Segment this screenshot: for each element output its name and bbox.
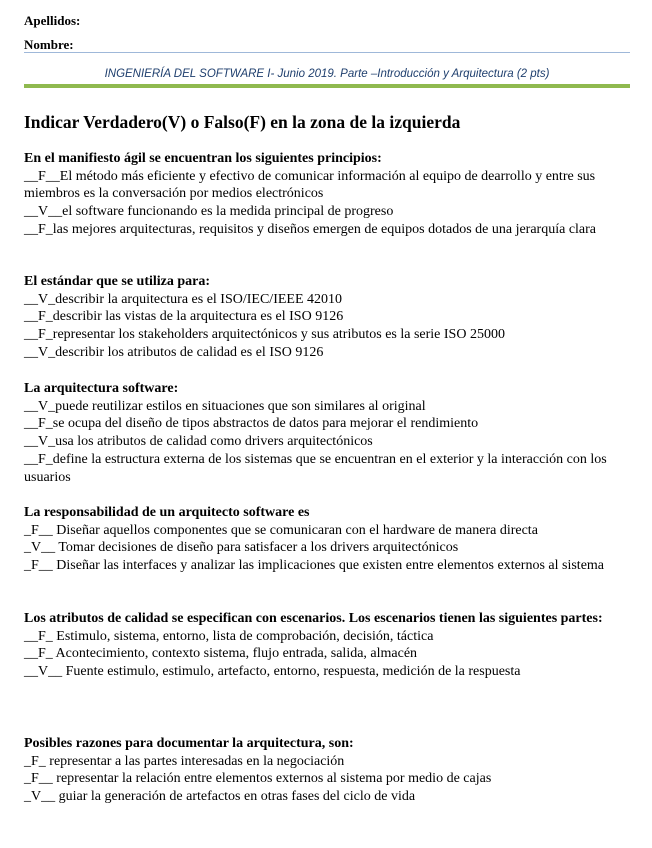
section-title: En el manifiesto ágil se encuentran los siguientes principios: bbox=[24, 151, 382, 166]
list-item: __F_ Acontecimiento, contexto sistema, flujo entrada, salida, almacén bbox=[24, 646, 418, 662]
section-software-architecture bbox=[24, 380, 630, 486]
section-agile-manifesto bbox=[24, 150, 630, 239]
list-item: _V__ Tomar decisiones de diseño para satisfacer a los drivers arquitectónicos bbox=[24, 540, 459, 556]
list-item: _F__ representar la relación entre elementos externos al sistema por medio de cajas bbox=[24, 771, 492, 787]
nombre-label: Nombre: bbox=[24, 37, 74, 52]
section-title: La arquitectura software: bbox=[24, 381, 179, 396]
list-item: __V_describir la arquitectura es el ISO/IEC/IEEE 42010 bbox=[24, 291, 343, 307]
header-divider bbox=[24, 52, 630, 53]
list-item: _F_ representar a las partes interesadas en la negociación bbox=[24, 753, 345, 769]
list-item: __V_puede reutilizar estilos en situaciones que son similares al original bbox=[24, 398, 426, 414]
apellidos-label: Apellidos: bbox=[24, 13, 81, 28]
list-item: __F_describir las vistas de la arquitectura es el ISO 9126 bbox=[24, 309, 344, 325]
list-item: _V__ guiar la generación de artefactos en otras fases del ciclo de vida bbox=[24, 789, 416, 805]
list-item: __V__ Fuente estimulo, estimulo, artefacto, entorno, respuesta, medición de la respuesta bbox=[24, 664, 521, 680]
section-title: La responsabilidad de un arquitecto software es bbox=[24, 505, 310, 520]
section-documentation-reasons bbox=[24, 735, 630, 806]
exam-title: INGENIERÍA DEL SOFTWARE I- Junio 2019. Parte –Introducción y Arquitectura (2 pts) bbox=[104, 68, 550, 80]
list-item: __F_ Estimulo, sistema, entorno, lista de comprobación, decisión, táctica bbox=[24, 628, 434, 644]
section-title: Los atributos de calidad se especifican con escenarios. Los escenarios tienen las siguientes partes: bbox=[24, 611, 603, 626]
page-title: Indicar Verdadero(V) o Falso(F) en la zona de la izquierda bbox=[24, 112, 461, 132]
section-title: Posibles razones para documentar la arquitectura, son: bbox=[24, 736, 354, 751]
list-item: __V_usa los atributos de calidad como drivers arquitectónicos bbox=[24, 434, 373, 450]
list-item: __F_representar los stakeholders arquitectónicos y sus atributos es la serie ISO 25000 bbox=[24, 327, 505, 343]
list-item: __F__El método más eficiente y efectivo de comunicar información al equipo de dearrollo y entre sus miembros es la conversación por medios electrónicos bbox=[24, 168, 596, 202]
list-item: __F_las mejores arquitecturas, requisitos y diseños emergen de equipos dotados de una jerarquía clara bbox=[24, 221, 597, 237]
section-title: El estándar que se utiliza para: bbox=[24, 274, 211, 289]
section-quality-attributes bbox=[24, 610, 630, 681]
list-item: __F_se ocupa del diseño de tipos abstractos de datos para mejorar el rendimiento bbox=[24, 416, 479, 432]
list-item: _F__ Diseñar las interfaces y analizar las implicaciones que existen entre elementos externos al sistema bbox=[24, 558, 605, 574]
list-item: _F__ Diseñar aquellos componentes que se comunicaran con el hardware de manera directa bbox=[24, 522, 538, 538]
header-accent-rule bbox=[24, 84, 630, 88]
section-architect-responsibility bbox=[24, 504, 630, 575]
list-item: __V_describir los atributos de calidad es el ISO 9126 bbox=[24, 344, 324, 360]
section-standards bbox=[24, 273, 630, 362]
list-item: __V__el software funcionando es la medida principal de progreso bbox=[24, 204, 394, 220]
list-item: __F_define la estructura externa de los sistemas que se encuentran en el exterior y la interacción con los usuarios bbox=[24, 451, 607, 485]
